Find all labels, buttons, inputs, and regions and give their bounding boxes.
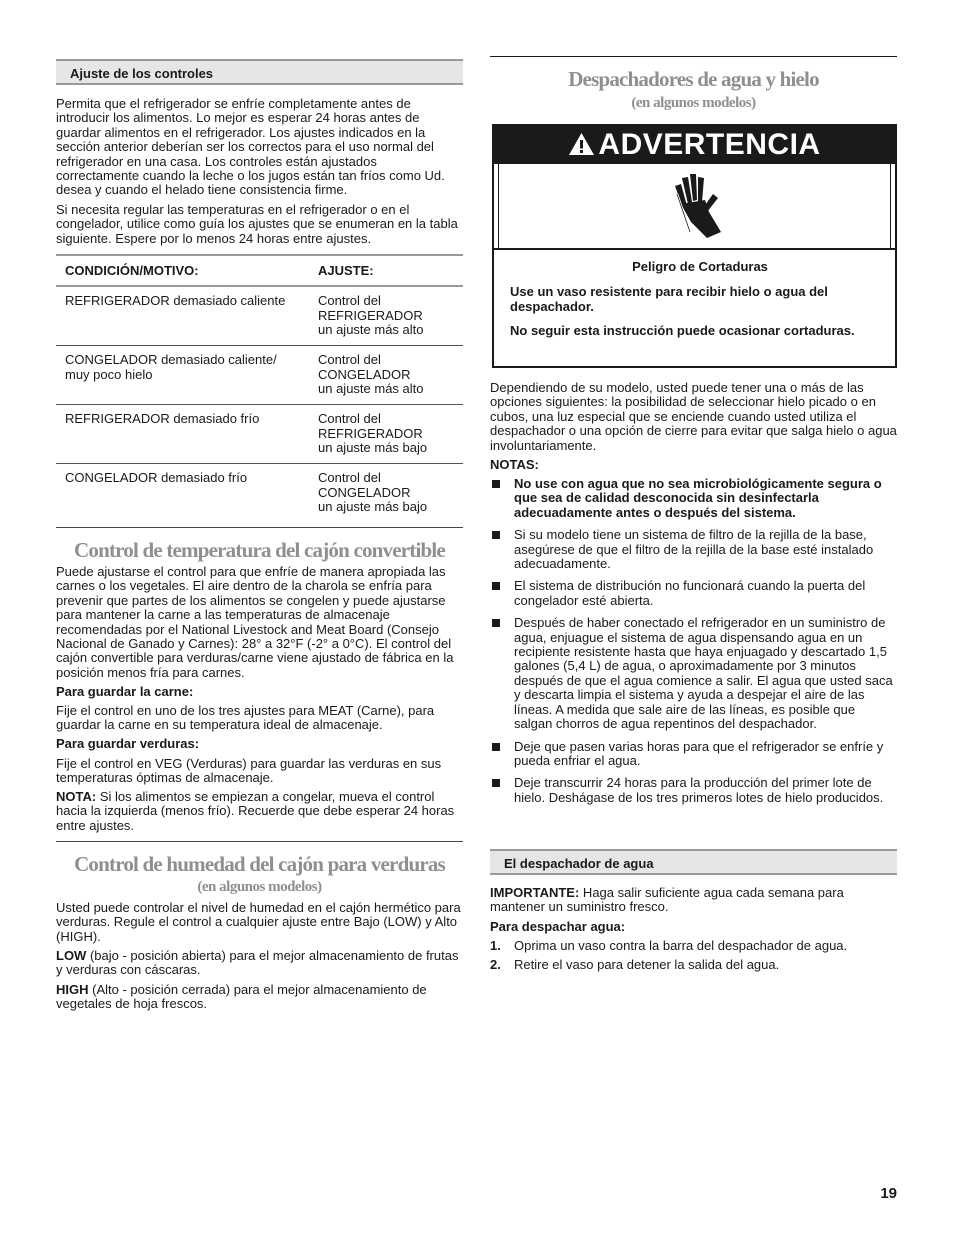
humedad-section-subtitle: (en algunos modelos) [197, 879, 322, 895]
importante-text: Haga salir suficiente agua cada semana para mantener un suministro fresco. [490, 885, 844, 915]
adjust-line: un ajuste más alto [318, 322, 424, 337]
despachadores-section-subtitle: (en algunos modelos) [631, 95, 756, 111]
list-item [490, 579, 897, 608]
low-paragraph [56, 949, 463, 978]
bullet-square-icon [492, 743, 500, 751]
adjust-line: un ajuste más alto [318, 381, 424, 396]
control-settings-table [56, 254, 463, 522]
list-item [490, 776, 897, 805]
section-divider [56, 527, 463, 528]
list-item-text: Deje transcurrir 24 horas para la producción del primer lote de hielo. Deshágase de los tres primeros lotes de hielo producidos. [514, 775, 884, 805]
section-divider [56, 841, 463, 842]
low-text: (bajo - posición abierta) para el mejor almacenamiento de frutas y verduras con cáscaras. [56, 948, 459, 978]
step-number: 2. [490, 957, 501, 973]
low-label: LOW [56, 948, 87, 963]
table-cell-condition: REFRIGERADOR demasiado caliente [56, 286, 309, 346]
nota-paragraph [56, 790, 463, 833]
warning-header [494, 126, 895, 164]
section-agua-title: El despachador de agua [504, 856, 654, 871]
list-item [490, 740, 897, 769]
steps-list [490, 939, 897, 973]
warning-line-1: Use un vaso resistente para recibir hielo o agua del despachador. [510, 283, 828, 314]
cut-hand-icon [663, 172, 733, 240]
high-text: (Alto - posición cerrada) para el mejor almacenamiento de vegetales de hoja frescos. [56, 982, 427, 1012]
warning-title: ADVERTENCIA [598, 128, 821, 161]
step-text: Oprima un vaso contra la barra del despachador de agua. [514, 938, 848, 953]
adjust-line: Control del [318, 352, 381, 367]
verduras-paragraph: Fije el control en VEG (Verduras) para guardar las verduras en sus temperaturas óptimas de almacenaje. [56, 756, 442, 786]
warning-line-2: No seguir esta instrucción puede ocasionar cortaduras. [510, 322, 855, 338]
table-row [56, 286, 463, 346]
importante-label: IMPORTANTE: [490, 885, 580, 900]
list-item [490, 939, 897, 953]
para-despachar-label: Para despachar agua: [490, 919, 626, 934]
list-item [490, 616, 897, 731]
warning-text-area [494, 250, 880, 339]
list-item-text: Deje que pasen varias horas para que el refrigerador se enfríe y pueda enfriar el agua. [514, 738, 884, 768]
convertible-section-title: Control de temperatura del cajón convertible [74, 538, 445, 562]
table-cell-condition: CONGELADOR demasiado caliente/ muy poco hielo [56, 346, 309, 405]
section-agua-header [490, 849, 897, 875]
adjust-line: REFRIGERADOR [318, 425, 423, 441]
ajuste-paragraph-2: Si necesita regular las temperaturas en el refrigerador o en el congelador, utilice como guía los ajustes que se enumeran en la tabla siguiente. Espere por lo menos 24 horas entre ajustes. [56, 202, 458, 246]
high-label: HIGH [56, 982, 89, 997]
table-cell-adjust [309, 346, 463, 405]
table-row [56, 464, 463, 523]
warning-box [492, 124, 897, 368]
table-cell-adjust [309, 464, 463, 523]
adjust-line: CONGELADOR [318, 366, 411, 382]
adjust-line: Control del [318, 293, 381, 308]
bullet-square-icon [492, 619, 500, 627]
nota-label: NOTA: [56, 789, 97, 804]
high-paragraph [56, 983, 463, 1012]
bullet-square-icon [492, 531, 500, 539]
list-item-text: Después de haber conectado el refrigerador en un suministro de agua, enjuague el sistema de agua dispensando agua en un recipiente resistente hasta que haya enjuagado y descartado 1,5 galones (5,4 L) de agua, o aproximadamente por 3 minutos después de que el agua comience a salir. El agua que usted saca y descarta limpia el sistema y ayuda a despejar el aire de las líneas. A medida que sale aire de las líneas, es posible que salgan chorros de agua repentinos del despachador. [514, 615, 893, 732]
list-item [490, 958, 897, 972]
step-number: 1. [490, 938, 501, 953]
table-cell-condition: CONGELADOR demasiado frío [65, 470, 248, 485]
section-ajuste-title: Ajuste de los controles [70, 66, 214, 81]
table-cell-adjust [309, 405, 463, 464]
warning-hazard: Peligro de Cortaduras [632, 259, 768, 274]
adjust-line: REFRIGERADOR [318, 307, 423, 323]
importante-paragraph [490, 886, 897, 915]
adjust-line: un ajuste más bajo [318, 440, 428, 455]
bullet-square-icon [492, 582, 500, 590]
table-row [56, 346, 463, 405]
bullet-square-icon [492, 480, 500, 488]
list-item [490, 477, 897, 520]
list-item-text: El sistema de distribución no funcionará cuando la puerta del congelador esté abierta. [514, 578, 866, 608]
humedad-paragraph: Usted puede controlar el nivel de humedad en el cajón hermético para verduras. Regule el control a cualquier ajuste entre Bajo (LOW) y Alto (HIGH). [56, 900, 461, 944]
despachadores-section-title: Despachadores de agua y hielo [568, 67, 819, 91]
warning-image-area [494, 164, 895, 250]
list-item-text: Si su modelo tiene un sistema de filtro de la rejilla de la base, asegúrese de que el filtro de la rejilla de la base esté instalado adecuadamente. [514, 527, 874, 572]
list-item [490, 528, 897, 571]
section-ajuste-header [56, 59, 463, 85]
adjust-line: CONGELADOR [318, 484, 411, 500]
notas-label: NOTAS: [490, 457, 539, 472]
convertible-paragraph: Puede ajustarse el control para que enfríe de manera apropiada las carnes o los vegetales. El aire dentro de la charola se enfría para prevenir que partes de los alimentos se congelen y puede ajustarse para mantener la carne a las temperaturas de almacenaje recomendadas por el National Livestock and Meat Board (Consejo Nacional de Ganado y Carnes): 28° a 32°F (-2° a 0°C). El control del cajón convertible para verduras/carne viene ajustado de fábrica en la posición menos fría para carnes. [56, 564, 454, 680]
top-rule [490, 56, 897, 57]
nota-text: Si los alimentos se empiezan a congelar, mueva el control hacia la izquierda (menos frío). Recuerde que debe esperar 24 horas entre ajustes. [56, 789, 455, 833]
table-header-condition: CONDICIÓN/MOTIVO: [56, 255, 309, 286]
carne-paragraph: Fije el control en uno de los tres ajustes para MEAT (Carne), para guardar la carne en su temperatura ideal de almacenaje. [56, 703, 435, 733]
table-header-adjust: AJUSTE: [309, 255, 463, 286]
warning-triangle-icon [568, 132, 595, 156]
adjust-line: un ajuste más bajo [318, 499, 428, 514]
step-text: Retire el vaso para detener la salida del agua. [514, 957, 780, 973]
ajuste-paragraph-1: Permita que el refrigerador se enfríe completamente antes de introducir los alimentos. Lo mejor es esperar 24 horas antes de guardar alimentos en el refrigerador. Los ajustes indicados en la sección anterior deberían ser los correctos para el uso normal del refrigerador en una casa. Los controles están ajustados correctamente cuando la leche o los jugos están tan fríos como Ud. desea y cuando el helado tiene consistencia firme. [56, 96, 445, 198]
warning-image-frame [498, 164, 891, 248]
list-item-text: No use con agua que no sea microbiológicamente segura o que sea de calidad desconocida sin desinfectarla adecuadamente antes o después del sistema. [514, 476, 882, 520]
humedad-section-title: Control de humedad del cajón para verduras [74, 852, 445, 876]
table-cell-condition: REFRIGERADOR demasiado frío [56, 405, 309, 464]
carne-label: Para guardar la carne: [56, 684, 194, 699]
bullet-square-icon [492, 779, 500, 787]
adjust-line: Control del [318, 470, 381, 485]
dispenser-intro-paragraph: Dependiendo de su modelo, usted puede tener una o más de las opciones siguientes: la posibilidad de seleccionar hielo picado o en cubos, una luz especial que se enciende cuando usted utiliza el despachador o una opción de cierre para evitar que salga hielo o agua involuntariamente. [490, 380, 897, 453]
table-row [56, 405, 463, 464]
adjust-line: Control del [318, 411, 381, 426]
page-number: 19 [880, 1185, 897, 1202]
table-cell-adjust [309, 286, 463, 346]
notas-list [490, 477, 897, 805]
verduras-label: Para guardar verduras: [56, 736, 200, 751]
